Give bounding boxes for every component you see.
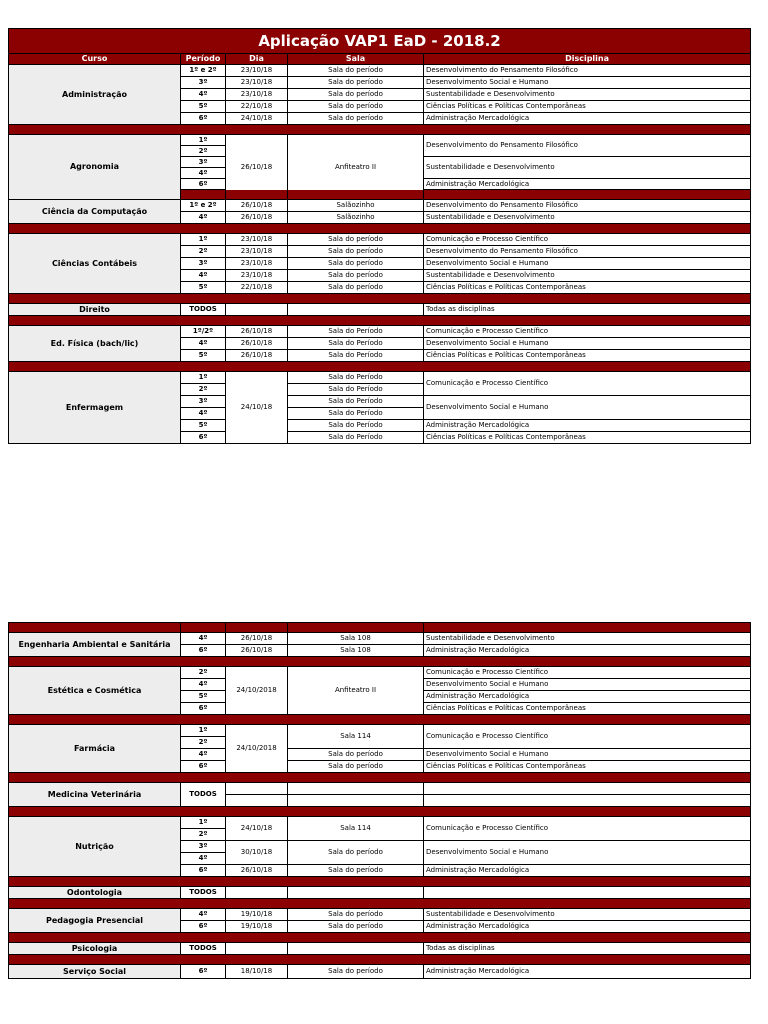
table-row	[9, 725, 751, 737]
course-name: Medicina Veterinária	[9, 783, 181, 807]
section-divider	[9, 807, 751, 817]
subject-cell: Administração Mercadológica	[424, 921, 751, 933]
room-cell: Sala do período	[288, 865, 424, 877]
period-cell: 3º	[181, 77, 226, 89]
room-cell: Sala do período	[288, 921, 424, 933]
date-cell: 19/10/18	[226, 921, 288, 933]
section-divider	[9, 316, 751, 326]
room-cell: Sala do período	[288, 965, 424, 979]
date-cell: 23/10/18	[226, 270, 288, 282]
subject-cell: Sustentabilidade e Desenvolvimento	[424, 157, 751, 179]
period-cell: 1º e 2º	[181, 200, 226, 212]
course-name: Enfermagem	[9, 372, 181, 444]
period-cell: 2º	[181, 146, 226, 157]
date-cell: 22/10/18	[226, 282, 288, 294]
period-cell: 5º	[181, 282, 226, 294]
section-divider	[9, 362, 751, 372]
table-row	[9, 943, 751, 955]
period-cell: 4º	[181, 749, 226, 761]
room-cell: Sala do período	[288, 89, 424, 101]
course-name: Farmácia	[9, 725, 181, 773]
subject-cell: Desenvolvimento do Pensamento Filosófico	[424, 200, 751, 212]
subject-cell	[424, 783, 751, 795]
table-row	[9, 909, 751, 921]
period-cell: 4º	[181, 853, 226, 865]
table-row	[9, 783, 751, 795]
period-cell: 3º	[181, 157, 226, 168]
period-cell: 4º	[181, 408, 226, 420]
period-cell: 4º	[181, 89, 226, 101]
room-cell: Sala do Período	[288, 408, 424, 420]
period-cell: TODOS	[181, 783, 226, 807]
subject-cell: Ciências Políticas e Políticas Contemporâneas	[424, 101, 751, 113]
date-cell: 26/10/18	[226, 200, 288, 212]
room-cell: Sala do Período	[288, 384, 424, 396]
subject-cell: Administração Mercadológica	[424, 865, 751, 877]
period-cell: 3º	[181, 396, 226, 408]
date-cell: 22/10/18	[226, 101, 288, 113]
period-cell: 1º	[181, 817, 226, 829]
room-cell: Salãozinho	[288, 200, 424, 212]
date-cell: 26/10/18	[226, 326, 288, 338]
date-cell: 23/10/18	[226, 65, 288, 77]
period-cell: 4º	[181, 338, 226, 350]
room-cell: Sala 108	[288, 633, 424, 645]
subject-cell: Administração Mercadológica	[424, 645, 751, 657]
table-row	[9, 633, 751, 645]
table-row	[9, 817, 751, 829]
date-cell: 24/10/2018	[226, 725, 288, 773]
date-cell	[226, 304, 288, 316]
table-row	[9, 200, 751, 212]
period-cell: 6º	[181, 921, 226, 933]
subject-cell: Desenvolvimento Social e Humano	[424, 749, 751, 761]
table-row	[9, 234, 751, 246]
col-header-curso: Curso	[9, 54, 181, 65]
room-cell	[288, 887, 424, 899]
subject-cell: Desenvolvimento do Pensamento Filosófico	[424, 135, 751, 157]
subject-cell: Comunicação e Processo Científico	[424, 667, 751, 679]
table-row	[9, 372, 751, 384]
period-cell: 2º	[181, 829, 226, 841]
schedule-table-bottom	[8, 622, 751, 979]
room-cell: Sala do Período	[288, 396, 424, 408]
date-cell: 26/10/18	[226, 212, 288, 224]
room-cell: Sala do período	[288, 77, 424, 89]
table-row	[9, 667, 751, 679]
course-name: Pedagogia Presencial	[9, 909, 181, 933]
room-cell: Sala do Período	[288, 326, 424, 338]
course-name: Serviço Social	[9, 965, 181, 979]
date-cell: 24/10/2018	[226, 667, 288, 715]
room-cell: Sala 108	[288, 645, 424, 657]
room-cell: Salãozinho	[288, 212, 424, 224]
subject-cell: Desenvolvimento Social e Humano	[424, 841, 751, 865]
subject-cell: Sustentabilidade e Desenvolvimento	[424, 270, 751, 282]
room-cell: Sala do período	[288, 258, 424, 270]
table-row	[9, 887, 751, 899]
room-cell	[288, 943, 424, 955]
course-name: Engenharia Ambiental e Sanitária	[9, 633, 181, 657]
section-divider	[9, 955, 751, 965]
subject-cell: Administração Mercadológica	[424, 420, 751, 432]
period-cell: 6º	[181, 865, 226, 877]
col-header-disciplina: Disciplina	[424, 54, 751, 65]
room-cell: Sala do Período	[288, 350, 424, 362]
subject-cell: Sustentabilidade e Desenvolvimento	[424, 633, 751, 645]
table-row	[9, 965, 751, 979]
room-cell: Sala do período	[288, 761, 424, 773]
course-name: Ed. Física (bach/lic)	[9, 326, 181, 362]
date-cell: 24/10/18	[226, 372, 288, 444]
subject-cell: Ciências Políticas e Políticas Contemporâneas	[424, 703, 751, 715]
period-cell: 5º	[181, 691, 226, 703]
schedule-table-top	[8, 28, 751, 444]
table-row	[9, 304, 751, 316]
subject-cell: Desenvolvimento Social e Humano	[424, 679, 751, 691]
date-cell: 26/10/18	[226, 633, 288, 645]
room-cell: Sala do período	[288, 270, 424, 282]
period-cell: 4º	[181, 633, 226, 645]
period-cell: 1º e 2º	[181, 65, 226, 77]
course-name: Agronomia	[9, 135, 181, 200]
date-cell: 19/10/18	[226, 909, 288, 921]
period-cell: 1º	[181, 135, 226, 146]
subject-cell: Desenvolvimento Social e Humano	[424, 396, 751, 420]
period-cell: TODOS	[181, 304, 226, 316]
subject-cell: Comunicação e Processo Científico	[424, 372, 751, 396]
subject-cell: Sustentabilidade e Desenvolvimento	[424, 212, 751, 224]
course-name: Ciências Contábeis	[9, 234, 181, 294]
room-cell: Sala do Período	[288, 420, 424, 432]
period-cell: 4º	[181, 212, 226, 224]
subject-cell: Administração Mercadológica	[424, 179, 751, 190]
period-cell: 6º	[181, 113, 226, 125]
room-cell: Sala 114	[288, 817, 424, 841]
period-cell: 1º/2º	[181, 326, 226, 338]
date-cell: 26/10/18	[226, 135, 288, 200]
section-divider	[9, 877, 751, 887]
section-divider	[9, 125, 751, 135]
section-divider	[9, 623, 751, 633]
period-cell: 5º	[181, 350, 226, 362]
col-header-dia: Dia	[226, 54, 288, 65]
col-header-sala: Sala	[288, 54, 424, 65]
period-cell: 6º	[181, 761, 226, 773]
subject-cell: Ciências Políticas e Políticas Contemporâneas	[424, 350, 751, 362]
period-cell: 2º	[181, 384, 226, 396]
room-cell: Sala do período	[288, 282, 424, 294]
period-cell: 1º	[181, 372, 226, 384]
date-cell: 23/10/18	[226, 258, 288, 270]
col-header-periodo: Período	[181, 54, 226, 65]
room-cell: Sala do período	[288, 65, 424, 77]
room-cell: Sala do período	[288, 101, 424, 113]
subject-cell: Desenvolvimento Social e Humano	[424, 77, 751, 89]
date-cell	[226, 783, 288, 795]
course-name: Ciência da Computação	[9, 200, 181, 224]
section-divider	[9, 294, 751, 304]
period-cell: 4º	[181, 679, 226, 691]
period-cell: TODOS	[181, 943, 226, 955]
subject-cell: Administração Mercadológica	[424, 691, 751, 703]
date-cell: 23/10/18	[226, 234, 288, 246]
subject-cell: Comunicação e Processo Científico	[424, 326, 751, 338]
course-name: Psicologia	[9, 943, 181, 955]
course-name: Administração	[9, 65, 181, 125]
date-cell	[226, 887, 288, 899]
subject-cell: Todas as disciplinas	[424, 304, 751, 316]
section-divider	[9, 933, 751, 943]
subject-cell: Ciências Políticas e Políticas Contemporâneas	[424, 761, 751, 773]
room-cell: Sala do Período	[288, 432, 424, 444]
date-cell: 18/10/18	[226, 965, 288, 979]
period-cell: 4º	[181, 168, 226, 179]
subject-cell: Desenvolvimento do Pensamento Filosófico	[424, 246, 751, 258]
period-cell: 6º	[181, 645, 226, 657]
subject-cell: Ciências Políticas e Políticas Contemporâneas	[424, 282, 751, 294]
period-cell: 1º	[181, 234, 226, 246]
subject-cell	[424, 795, 751, 807]
room-cell: Sala do período	[288, 841, 424, 865]
period-cell: 2º	[181, 737, 226, 749]
subject-cell: Todas as disciplinas	[424, 943, 751, 955]
course-name: Odontologia	[9, 887, 181, 899]
period-cell: 6º	[181, 179, 226, 190]
table-row	[9, 135, 751, 146]
period-cell: 5º	[181, 420, 226, 432]
room-cell: Sala do Período	[288, 338, 424, 350]
course-name: Estética e Cosmética	[9, 667, 181, 715]
room-cell: Anfiteatro II	[288, 667, 424, 715]
date-cell: 26/10/18	[226, 865, 288, 877]
date-cell: 26/10/18	[226, 350, 288, 362]
period-cell: 4º	[181, 909, 226, 921]
subject-cell	[424, 887, 751, 899]
period-cell: 6º	[181, 965, 226, 979]
room-cell: Anfiteatro II	[288, 135, 424, 200]
subject-cell: Comunicação e Processo Científico	[424, 234, 751, 246]
period-cell: 4º	[181, 270, 226, 282]
subject-cell: Desenvolvimento Social e Humano	[424, 258, 751, 270]
period-cell: 5º	[181, 101, 226, 113]
subject-cell: Ciências Políticas e Políticas Contemporâneas	[424, 432, 751, 444]
course-name: Nutrição	[9, 817, 181, 877]
date-cell	[226, 795, 288, 807]
period-cell: 3º	[181, 841, 226, 853]
date-cell: 24/10/18	[226, 817, 288, 841]
section-divider	[9, 224, 751, 234]
page-title: Aplicação VAP1 EaD - 2018.2	[9, 29, 751, 54]
period-cell: 3º	[181, 258, 226, 270]
subject-cell: Desenvolvimento Social e Humano	[424, 338, 751, 350]
date-cell: 26/10/18	[226, 338, 288, 350]
date-cell: 23/10/18	[226, 246, 288, 258]
period-cell: 1º	[181, 725, 226, 737]
date-cell: 30/10/18	[226, 841, 288, 865]
subject-cell: Sustentabilidade e Desenvolvimento	[424, 909, 751, 921]
table-row	[9, 326, 751, 338]
section-divider	[9, 899, 751, 909]
table-row	[9, 65, 751, 77]
course-name: Direito	[9, 304, 181, 316]
period-cell: 6º	[181, 703, 226, 715]
room-cell: Sala do período	[288, 234, 424, 246]
room-cell	[288, 795, 424, 807]
section-divider	[9, 715, 751, 725]
date-cell	[226, 943, 288, 955]
subject-cell: Administração Mercadológica	[424, 113, 751, 125]
subject-cell: Comunicação e Processo Científico	[424, 725, 751, 749]
date-cell: 23/10/18	[226, 89, 288, 101]
room-cell	[288, 304, 424, 316]
room-cell: Sala do período	[288, 749, 424, 761]
section-divider	[9, 657, 751, 667]
subject-cell: Sustentabilidade e Desenvolvimento	[424, 89, 751, 101]
room-cell: Sala do período	[288, 113, 424, 125]
subject-cell: Administração Mercadológica	[424, 965, 751, 979]
subject-cell: Desenvolvimento do Pensamento Filosófico	[424, 65, 751, 77]
period-cell: 2º	[181, 667, 226, 679]
date-cell: 23/10/18	[226, 77, 288, 89]
period-cell: 6º	[181, 432, 226, 444]
room-cell: Sala do período	[288, 246, 424, 258]
room-cell: Sala do Período	[288, 372, 424, 384]
subject-cell: Comunicação e Processo Científico	[424, 817, 751, 841]
date-cell: 26/10/18	[226, 645, 288, 657]
room-cell: Sala 114	[288, 725, 424, 749]
period-cell: 2º	[181, 246, 226, 258]
section-divider	[9, 773, 751, 783]
date-cell: 24/10/18	[226, 113, 288, 125]
room-cell: Sala do período	[288, 909, 424, 921]
room-cell	[288, 783, 424, 795]
period-cell: TODOS	[181, 887, 226, 899]
